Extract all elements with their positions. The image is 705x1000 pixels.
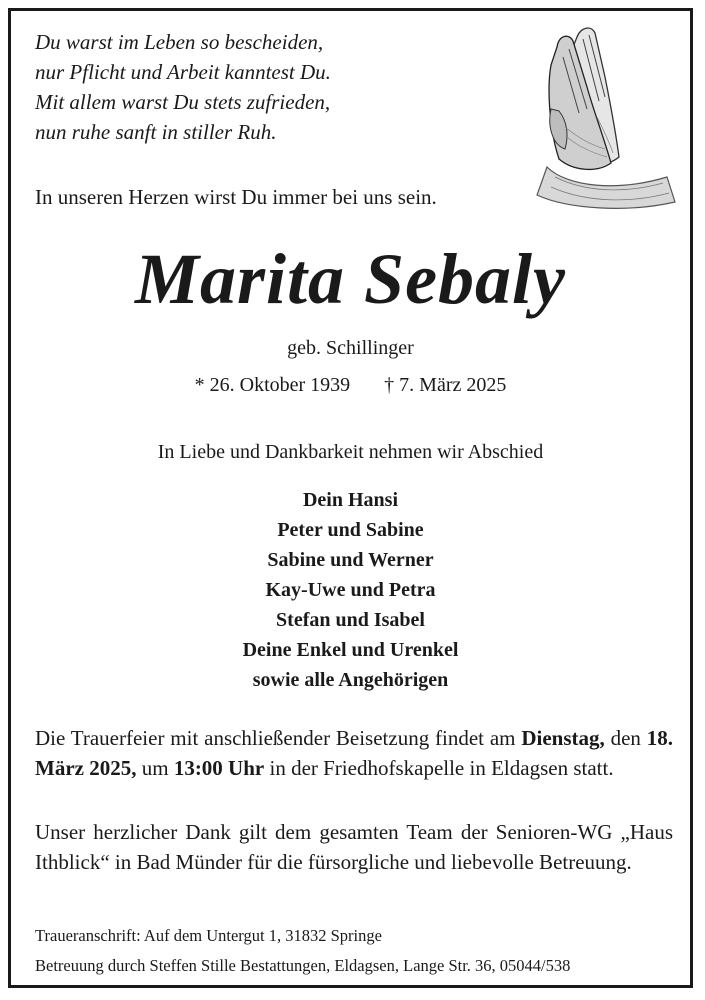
born-name: geb. Schillinger bbox=[287, 337, 414, 359]
mourner: Kay-Uwe und Petra bbox=[265, 579, 436, 601]
mourner: Deine Enkel und Urenkel bbox=[242, 639, 459, 661]
mourners-list bbox=[11, 485, 690, 695]
birth-date: * 26. Oktober 1939 bbox=[194, 374, 351, 396]
praying-hands-icon bbox=[507, 17, 679, 213]
mourner: Dein Hansi bbox=[302, 489, 399, 511]
poem bbox=[35, 27, 455, 147]
poem-line: nun ruhe sanft in stiller Ruh. bbox=[35, 120, 277, 144]
deceased-name: Marita Sebaly bbox=[134, 239, 566, 319]
poem-line: nur Pflicht und Arbeit kanntest Du. bbox=[35, 60, 331, 84]
ceremony-text: Die Trauerfeier mit anschließender Beisetzung findet am bbox=[35, 726, 522, 750]
footer bbox=[35, 921, 675, 981]
ceremony-text: in der Friedhofskapelle in Eldagsen statt. bbox=[264, 756, 614, 780]
life-dates bbox=[11, 374, 690, 397]
poem-line: Du warst im Leben so bescheiden, bbox=[35, 30, 324, 54]
ceremony-date: 18. März 2025, bbox=[35, 726, 673, 780]
ceremony-day: Dienstag, bbox=[521, 726, 605, 750]
heart-line: In unseren Herzen wirst Du immer bei uns sein. bbox=[35, 185, 437, 209]
ceremony-text: den bbox=[604, 726, 647, 750]
undertaker-info: Betreuung durch Steffen Stille Bestattungen, Eldagsen, Lange Str. 36, 05044/538 bbox=[35, 956, 571, 975]
poem-line: Mit allem warst Du stets zufrieden, bbox=[35, 90, 331, 114]
thanks-paragraph: Unser herzlicher Dank gilt dem gesamten Team der Senioren-WG „Haus Ithblick“ in Bad Münder für die fürsorgliche und liebevolle Betreuung. bbox=[35, 820, 673, 874]
ceremony-text: um bbox=[136, 756, 174, 780]
ceremony-time: 13:00 Uhr bbox=[173, 756, 265, 780]
mourner: Stefan und Isabel bbox=[276, 609, 425, 631]
obituary-frame bbox=[8, 8, 693, 988]
death-date: † 7. März 2025 bbox=[384, 374, 507, 396]
ceremony-info bbox=[35, 723, 673, 783]
mourning-address: Traueranschrift: Auf dem Untergut 1, 31832 Springe bbox=[35, 926, 382, 945]
farewell-line: In Liebe und Dankbarkeit nehmen wir Abschied bbox=[157, 441, 544, 463]
mourner: sowie alle Angehörigen bbox=[252, 669, 449, 691]
mourner: Peter und Sabine bbox=[277, 519, 424, 541]
mourner: Sabine und Werner bbox=[267, 549, 434, 571]
